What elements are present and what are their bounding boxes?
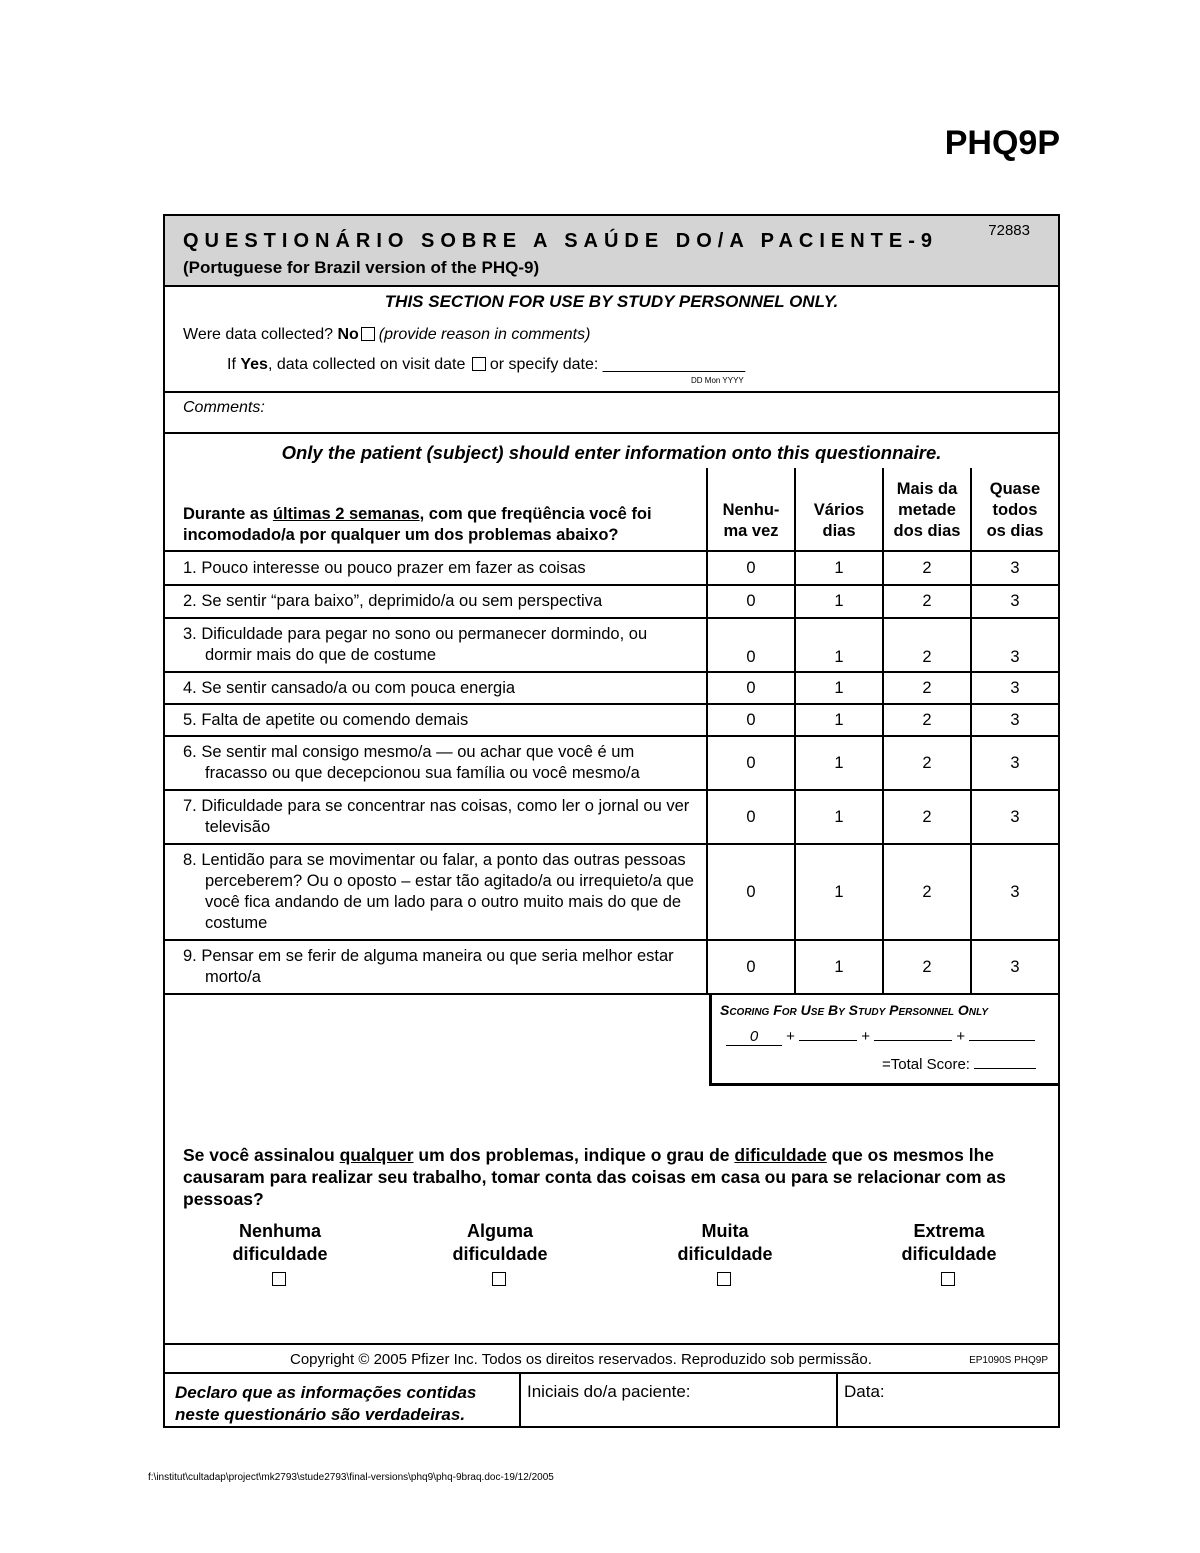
answer-q6-option-0[interactable]: 0 xyxy=(707,736,795,790)
visit-text: , data collected on visit date xyxy=(267,356,466,373)
copyright-text: Copyright © 2005 Pfizer Inc. Todos os direitos reservados. Reproduzido sob permissão. xyxy=(290,1351,872,1368)
option-muita-dificuldade: Muita dificuldade xyxy=(625,1220,825,1290)
visit-date-line xyxy=(227,356,745,374)
answer-q3-option-0[interactable]: 0 xyxy=(707,618,795,672)
answer-q3-option-1[interactable]: 1 xyxy=(795,618,883,672)
table-row xyxy=(165,618,1058,672)
data-collected-line xyxy=(183,326,590,344)
answer-q8-option-3[interactable]: 3 xyxy=(971,844,1058,940)
table-row xyxy=(165,704,1058,736)
answer-q4-option-2[interactable]: 2 xyxy=(883,672,971,704)
answer-q5-option-0[interactable]: 0 xyxy=(707,704,795,736)
answer-q2-option-0[interactable]: 0 xyxy=(707,585,795,618)
answer-q4-option-3[interactable]: 3 xyxy=(971,672,1058,704)
column-header-quase-todos: Quase todos os dias xyxy=(971,468,1058,551)
questionnaire-form xyxy=(163,214,1060,1428)
data-collected-label: Were data collected? xyxy=(183,326,334,343)
frequency-question: Durante as últimas 2 semanas, com que freqüência você foi incomodado/a por qualquer um dos problemas abaixo? xyxy=(165,468,707,551)
option-alguma-dificuldade: Alguma dificuldade xyxy=(400,1220,600,1290)
score-column-4[interactable] xyxy=(969,1040,1035,1041)
column-header-mais-da-metade: Mais da metade dos dias xyxy=(883,468,971,551)
date-label: Data: xyxy=(844,1382,885,1401)
answer-q4-option-1[interactable]: 1 xyxy=(795,672,883,704)
answer-q5-option-1[interactable]: 1 xyxy=(795,704,883,736)
column-header-nenhuma-vez: Nenhu- ma vez xyxy=(707,468,795,551)
question-1: 1. Pouco interesse ou pouco prazer em fazer as coisas xyxy=(165,551,707,585)
answer-q9-option-1[interactable]: 1 xyxy=(795,940,883,994)
answer-q5-option-3[interactable]: 3 xyxy=(971,704,1058,736)
answer-q6-option-2[interactable]: 2 xyxy=(883,736,971,790)
question-6: 6. Se sentir mal consigo mesmo/a — ou achar que você é um fracasso ou que decepcionou sua família ou você mesmo/a xyxy=(165,736,707,790)
question-3: 3. Dificuldade para pegar no sono ou permanecer dormindo, ou dormir mais do que de costume xyxy=(165,618,707,672)
question-9: 9. Pensar em se ferir de alguma maneira ou que seria melhor estar morto/a xyxy=(165,940,707,994)
checkbox-nenhuma[interactable] xyxy=(272,1272,286,1286)
total-score-label: =Total Score: xyxy=(882,1056,970,1073)
score-column-2[interactable] xyxy=(799,1040,857,1041)
answer-q4-option-0[interactable]: 0 xyxy=(707,672,795,704)
answer-q9-option-2[interactable]: 2 xyxy=(883,940,971,994)
form-header xyxy=(165,216,1058,287)
scoring-sum-line: 0 + + + xyxy=(726,1028,1035,1046)
table-row xyxy=(165,585,1058,618)
if-label: If xyxy=(227,356,236,373)
patient-instruction: Only the patient (subject) should enter information onto this questionnaire. xyxy=(281,442,942,463)
answer-q9-option-0[interactable]: 0 xyxy=(707,940,795,994)
answer-q7-option-3[interactable]: 3 xyxy=(971,790,1058,844)
table-row xyxy=(165,844,1058,940)
answer-q2-option-1[interactable]: 1 xyxy=(795,585,883,618)
table-row xyxy=(165,940,1058,994)
table-row xyxy=(165,672,1058,704)
answer-q3-option-2[interactable]: 2 xyxy=(883,618,971,672)
answer-q3-option-3[interactable]: 3 xyxy=(971,618,1058,672)
option-nenhuma-dificuldade: Nenhuma dificuldade xyxy=(180,1220,380,1290)
checkbox-muita[interactable] xyxy=(717,1272,731,1286)
question-8: 8. Lentidão para se movimentar ou falar, a ponto das outras pessoas perceberem? Ou o oposto – estar tão agitado/a ou irrequieto/a que você fica andando de um lado para o outro muito mais do que de costume xyxy=(165,844,707,940)
specify-date-field[interactable]: or specify date: ________________ xyxy=(489,356,746,373)
answer-q6-option-3[interactable]: 3 xyxy=(971,736,1058,790)
scoring-title: Scoring For Use By Study Personnel Only xyxy=(720,1002,989,1018)
answer-q8-option-2[interactable]: 2 xyxy=(883,844,971,940)
answer-q9-option-3[interactable]: 3 xyxy=(971,940,1058,994)
date-field[interactable] xyxy=(844,1374,885,1426)
answer-q1-option-2[interactable]: 2 xyxy=(883,551,971,585)
total-score-line xyxy=(882,1056,1036,1073)
question-4: 4. Se sentir cansado/a ou com pouca energia xyxy=(165,672,707,704)
declaration-text: Declaro que as informações contidas neste questionário são verdadeiras. xyxy=(175,1383,477,1424)
answer-q6-option-1[interactable]: 1 xyxy=(795,736,883,790)
answer-q1-option-1[interactable]: 1 xyxy=(795,551,883,585)
patient-initials-label: Iniciais do/a paciente: xyxy=(527,1382,691,1401)
option-extrema-dificuldade: Extrema dificuldade xyxy=(849,1220,1049,1290)
answer-q7-option-1[interactable]: 1 xyxy=(795,790,883,844)
answer-q1-option-3[interactable]: 3 xyxy=(971,551,1058,585)
checkbox-extrema[interactable] xyxy=(941,1272,955,1286)
table-row xyxy=(165,551,1058,585)
form-title: QUESTIONÁRIO SOBRE A SAÚDE DO/A PACIENTE-9 xyxy=(183,230,939,252)
answer-q2-option-3[interactable]: 3 xyxy=(971,585,1058,618)
copyright-code: EP1090S PHQ9P xyxy=(969,1355,1048,1366)
comments-label: Comments: xyxy=(183,399,265,416)
document-code: PHQ9P xyxy=(944,124,1060,162)
visit-date-checkbox[interactable] xyxy=(472,357,486,371)
table-row xyxy=(165,790,1058,844)
personnel-heading: THIS SECTION FOR USE BY STUDY PERSONNEL ONLY. xyxy=(384,292,839,311)
checkbox-alguma[interactable] xyxy=(492,1272,506,1286)
column-header-varios-dias: Vários dias xyxy=(795,468,883,551)
table-row xyxy=(165,736,1058,790)
form-number: 72883 xyxy=(988,222,1030,239)
difficulty-question: Se você assinalou qualquer um dos problemas, indique o grau de dificuldade que os mesmos lhe causaram para realizar seu trabalho, tomar conta das coisas em casa ou para se relacionar com as pessoas? xyxy=(183,1145,1006,1209)
answer-q8-option-1[interactable]: 1 xyxy=(795,844,883,940)
yes-label: Yes xyxy=(240,356,268,373)
total-score-field[interactable] xyxy=(974,1068,1036,1069)
answer-q1-option-0[interactable]: 0 xyxy=(707,551,795,585)
question-7: 7. Dificuldade para se concentrar nas coisas, como ler o jornal ou ver televisão xyxy=(165,790,707,844)
file-path: f:\institut\cultadap\project\mk2793\stude2793\final-versions\phq9\phq-9braq.doc-19/12/2005 xyxy=(148,1472,554,1483)
symptom-table xyxy=(165,468,1058,995)
no-label: No xyxy=(337,326,359,343)
answer-q7-option-2[interactable]: 2 xyxy=(883,790,971,844)
scoring-box xyxy=(709,994,1060,1086)
question-5: 5. Falta de apetite ou comendo demais xyxy=(165,704,707,736)
no-note: (provide reason in comments) xyxy=(378,326,591,343)
answer-q7-option-0[interactable]: 0 xyxy=(707,790,795,844)
patient-initials-field[interactable] xyxy=(527,1374,691,1426)
date-format-hint: DD Mon YYYY xyxy=(691,376,744,385)
answer-q5-option-2[interactable]: 2 xyxy=(883,704,971,736)
answer-q8-option-0[interactable]: 0 xyxy=(707,844,795,940)
answer-q2-option-2[interactable]: 2 xyxy=(883,585,971,618)
question-2: 2. Se sentir “para baixo”, deprimido/a ou sem perspectiva xyxy=(165,585,707,618)
form-subtitle: (Portuguese for Brazil version of the PHQ-9) xyxy=(183,258,540,277)
no-checkbox[interactable] xyxy=(361,327,375,341)
score-column-3[interactable] xyxy=(874,1040,952,1041)
table-header-row xyxy=(165,468,1058,551)
score-column-1[interactable]: 0 xyxy=(726,1028,782,1046)
